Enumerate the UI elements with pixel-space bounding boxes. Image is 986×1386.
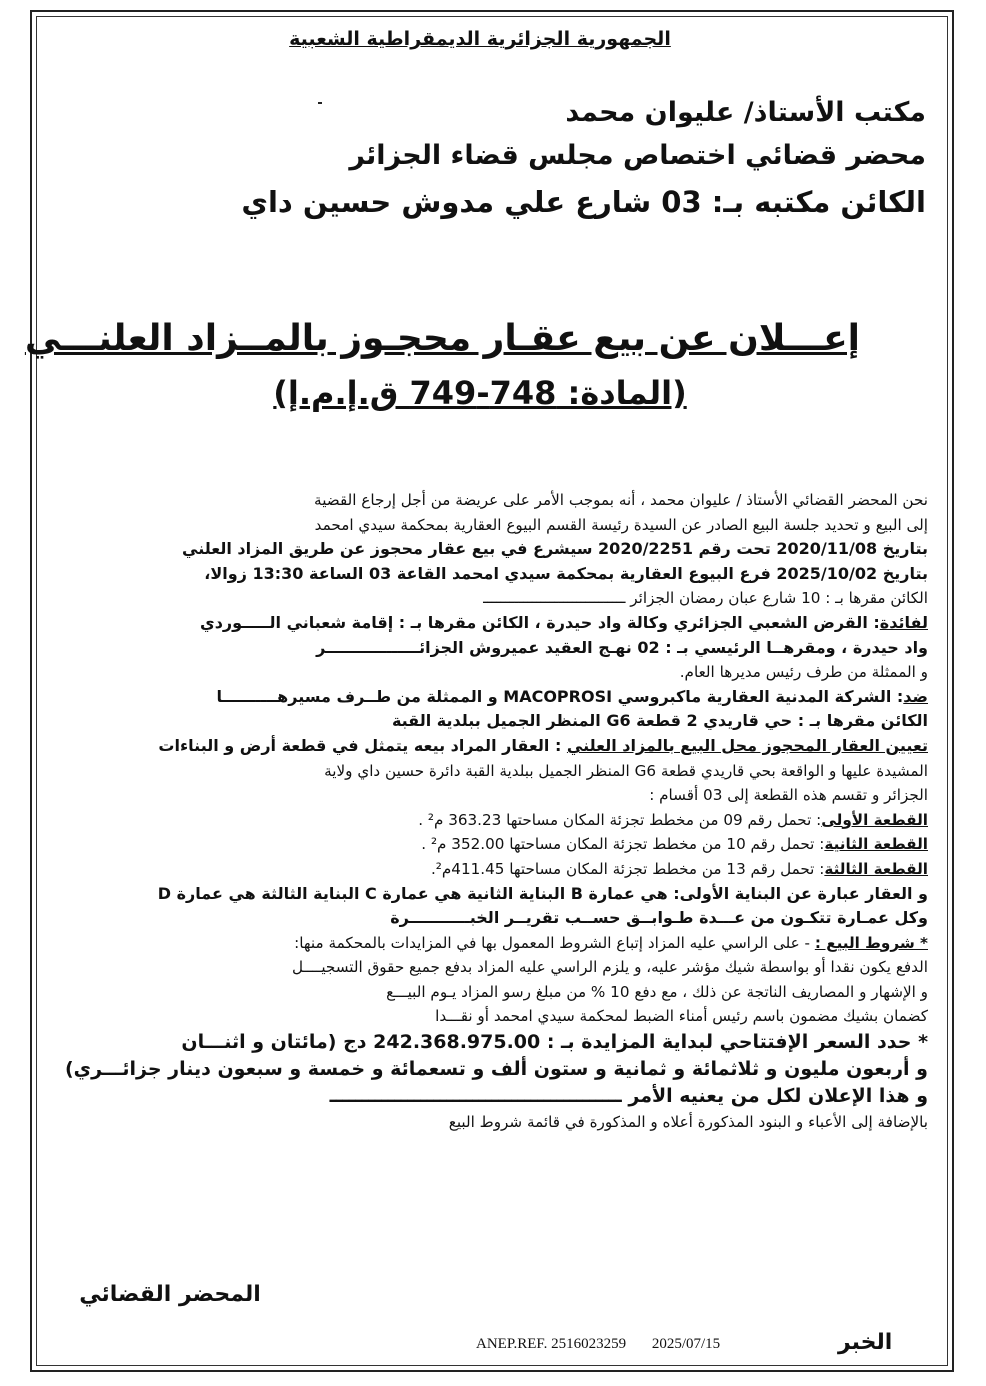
- body-line: [52, 857, 928, 882]
- body-line: [52, 808, 928, 833]
- body-line: و العقار عبارة عن البناية الأولى: هي عمارة B البناية الثانية هي عمارة C البناية الثالثة هي عمارة D: [157, 883, 928, 903]
- beneficiary-text: : القرض الشعبي الجزائري وكالة واد حيدرة ، الكائن مقرها بـ : إقامة شعباني الـــــوردي: [200, 612, 880, 632]
- body-line: الدفع يكون نقدا أو بواسطة شيك مؤشر عليه، و يلزم الراسي عليه المزاد بدفع جميع حقوق التسجيــــل: [292, 958, 928, 977]
- body-line: [52, 734, 928, 759]
- office-name: مكتب الأستاذ/ عليوان محمد: [565, 97, 926, 128]
- republic-heading: الجمهورية الجزائرية الديمقراطية الشعبية: [289, 28, 671, 50]
- announcement-body: [52, 488, 928, 1135]
- notice-line: و هذا الإعلان لكل من يعنيه الأمر ـــــــــــــــــــــــــــــــــــــــــــــ: [329, 1085, 928, 1108]
- body-line: وكل عمـارة تتكـون من عـــدة طـوابــق حســب تقريــر الخبـــــــــــرة: [390, 908, 928, 928]
- sale-conditions-label: * شروط البيع :: [814, 933, 928, 952]
- plot-3-label: القطعة الثالثة: [824, 859, 928, 878]
- office-address: الكائن مكتبه بـ: 03 شارع علي مدوش حسين داي: [241, 185, 926, 219]
- body-line: و الإشهار و المصاريف الناتجة عن ذلك ، مع دفع 10 % من مبلغ رسو المزاد يـوم البيـــع: [386, 982, 928, 1001]
- plot-2-text: : تحمل رقم 10 من مخطط تجزئة المكان مساحتها 352.00 م² .: [421, 835, 825, 854]
- body-line: نحن المحضر القضائي الأستاذ / عليوان محمد ، أنه بموجب الأمر على عريضة من أجل إرجاع القضية: [314, 491, 928, 509]
- body-line: الجزائر و تقسم هذه القطعة إلى 03 أقسام :: [649, 786, 928, 805]
- body-line: إلى البيع و تحديد جلسة البيع الصادر عن السيدة رئيسة القسم البيوع العقارية بمحكمة سيدي امحمد: [314, 515, 928, 534]
- anep-reference: ANEP.REF. 2516023259: [476, 1336, 627, 1352]
- body-line: بتاريخ 2025/10/02 فرع البيوع العقارية بمحكمة سيدي امحمد القاعة 03 الساعة 13:30 زوالا،: [204, 563, 928, 583]
- publication-date: 2025/07/15: [651, 1336, 721, 1352]
- body-line: [52, 611, 928, 636]
- signature-block: المحضر القضائي: [79, 1282, 261, 1307]
- footer-reference: [476, 1336, 742, 1353]
- body-line: و الممثلة من طرف رئيس مديرها العام.: [679, 663, 928, 682]
- beneficiary-label: لفائدة: [879, 612, 928, 632]
- body-line: [52, 931, 928, 956]
- newspaper-logo: الخبر: [838, 1330, 893, 1355]
- property-text: : العقار المراد بيعه يتمثل في قطعة أرض و البناءات: [158, 735, 567, 755]
- plot-2-label: القطعة الثانية: [824, 835, 928, 854]
- price-in-words-line: و أربعون مليون و ثلاثمائة و ثمانية و ستون ألف و تسعمائة و خمسة و سبعون دينار جزائـــري): [64, 1058, 928, 1081]
- plot-1-text: : تحمل رقم 09 من مخطط تجزئة المكان مساحتها 363.23 م² .: [418, 810, 822, 829]
- sale-conditions-text: - على الراسي عليه المزاد إتباع الشروط المعمول بها في المزايدات بالمحكمة منها:: [294, 933, 815, 952]
- plot-1-label: القطعة الأولى: [821, 810, 928, 829]
- plot-3-text: : تحمل رقم 13 من مخطط تجزئة المكان مساحتها 411.45م².: [430, 859, 825, 878]
- body-line: الكائن مقرها بـ : 10 شارع عبان رمضان الجزائر ــــــــــــــــــــــــــــــــ: [483, 589, 928, 608]
- property-label: تعيين العقار المحجوز محل البيع بالمزاد العلني: [566, 735, 928, 755]
- body-line: الكائن مقرها بـ : حي قاريدي 2 قطعة G6 المنظر الجميل ببلدية القبة: [391, 711, 928, 731]
- against-text: : الشركة المدنية العقارية ماكبروسي MACOPROSI و الممثلة من طــرف مسيرهــــــــــا: [216, 686, 904, 706]
- body-line: واد حيدرة ، ومقرهــا الرئيسي بـ : 02 نهـج العقيد عميروش الجزائـــــــــــــــــر: [316, 637, 928, 657]
- body-line: بالإضافة إلى الأعباء و البنود المذكورة أعلاه و المذكورة في قائمة شروط البيع: [448, 1113, 928, 1132]
- body-line: [52, 832, 928, 857]
- office-jurisdiction: محضر قضائي اختصاص مجلس قضاء الجزائر: [349, 140, 926, 171]
- body-line: [52, 685, 928, 710]
- body-line: بتاريخ 2020/11/08 تحت رقم 2020/2251 سيشرع في بيع عقار محجوز عن طريق المزاد العلني: [182, 539, 928, 559]
- against-label: ضد: [903, 686, 928, 706]
- body-line: المشيدة عليها و الواقعة بحي قاريدي قطعة G6 المنظر الجميل ببلدية القبة دائرة حسين داي ولاية: [324, 761, 928, 780]
- legal-article: (المادة: 748-749 ق.إ.م.إ): [273, 374, 687, 412]
- announcement-title: إعـــلان عن بيع عقـار محجـوز بالمــزاد العلنـــي: [24, 318, 860, 359]
- body-line: كضمان بشيك مضمون باسم رئيس أمناء الضبط لمحكمة سيدي امحمد أو نقـــدا: [435, 1007, 928, 1026]
- opening-price-line: * حدد السعر الإفتتاحي لبداية المزايدة بـ : 242.368.975.00 دج (مائتان و اثنـــان: [181, 1031, 928, 1054]
